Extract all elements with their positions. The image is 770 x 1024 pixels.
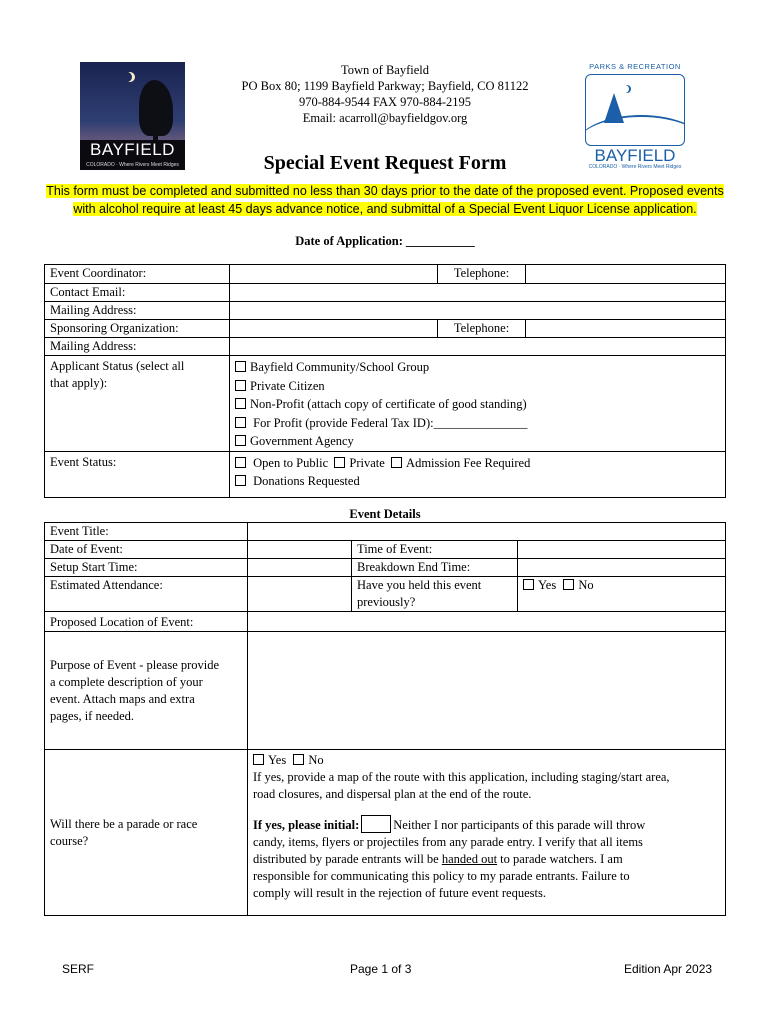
- time-of-event-field[interactable]: [518, 541, 726, 559]
- proposed-location-label: Proposed Location of Event:: [45, 612, 248, 632]
- applicant-table: [44, 264, 726, 498]
- logo-tagline: COLORADO · Where Rivers Meet Ridges: [86, 162, 179, 168]
- event-coordinator-field[interactable]: [230, 265, 438, 284]
- notice: [40, 182, 730, 218]
- event-title-label: Event Title:: [45, 523, 248, 541]
- bayfield-town-logo: [80, 62, 185, 170]
- event-details-table: [44, 522, 726, 916]
- telephone-label-2: Telephone:: [438, 320, 526, 338]
- mailing-address-field[interactable]: [230, 302, 726, 320]
- estimated-attendance-label: Estimated Attendance:: [45, 577, 248, 612]
- telephone-label: Telephone:: [438, 265, 526, 284]
- checkbox[interactable]: [235, 361, 246, 372]
- setup-start-label: Setup Start Time:: [45, 559, 248, 577]
- org-address: PO Box 80; 1199 Bayfield Parkway; Bayfield, CO 81122: [241, 79, 529, 93]
- private-checkbox[interactable]: [334, 457, 345, 468]
- footer-edition: Edition Apr 2023: [624, 962, 713, 976]
- status-option[interactable]: Non-Profit (attach copy of certificate of good standing): [235, 395, 720, 414]
- checkbox[interactable]: [235, 417, 246, 428]
- held-before-options: Yes No: [518, 577, 726, 612]
- initial-label: If yes, please initial: [253, 818, 356, 832]
- event-coordinator-label: Event Coordinator:: [45, 265, 230, 284]
- held-yes-checkbox[interactable]: [523, 579, 534, 590]
- org-phone: 970-884-9544 FAX 970-884-2195: [299, 95, 471, 109]
- parade-no-checkbox[interactable]: [293, 754, 304, 765]
- event-details-title: Event Details: [349, 507, 421, 521]
- tree-icon: [139, 80, 173, 136]
- mailing-address-field-2[interactable]: [230, 338, 726, 356]
- org-email: Email: acarroll@bayfieldgov.org: [302, 111, 468, 125]
- sponsoring-org-label: Sponsoring Organization:: [45, 320, 230, 338]
- logo-tagline: COLORADO · Where Rivers Meet Ridges: [588, 164, 682, 170]
- logo-brand: BAYFIELD: [594, 146, 676, 165]
- admission-fee-checkbox[interactable]: [391, 457, 402, 468]
- proposed-location-field[interactable]: [248, 612, 726, 632]
- applicant-status-options: [230, 356, 726, 452]
- logo-brand: BAYFIELD: [90, 140, 175, 159]
- footer-left: SERF: [62, 962, 95, 976]
- event-title-field[interactable]: [248, 523, 726, 541]
- status-option[interactable]: Government Agency: [235, 432, 720, 451]
- sponsoring-org-field[interactable]: [230, 320, 438, 338]
- mailing-address-label-2: Mailing Address:: [45, 338, 230, 356]
- open-to-public-checkbox[interactable]: [235, 457, 246, 468]
- date-of-event-field[interactable]: [248, 541, 352, 559]
- footer-page: Page 1 of 3: [350, 962, 412, 976]
- event-status-options: Open to Public Private Admission Fee Required Donations Requested: [230, 451, 726, 497]
- held-before-label: Have you held this event previously?: [352, 577, 518, 612]
- checkbox[interactable]: [235, 398, 246, 409]
- purpose-label: Purpose of Event - please provide a complete description of your event. Attach maps and extra pages, if needed.: [45, 632, 248, 750]
- form-title: Special Event Request Form: [263, 152, 507, 174]
- breakdown-end-field[interactable]: [518, 559, 726, 577]
- estimated-attendance-field[interactable]: [248, 577, 352, 612]
- parade-info-2: road closures, and dispersal plan at the end of the route.: [253, 787, 532, 801]
- initial-input[interactable]: [361, 815, 391, 833]
- date-of-application[interactable]: Date of Application: ___________: [295, 234, 475, 248]
- parks-rec-logo: [583, 62, 687, 172]
- parade-label: Will there be a parade or race course?: [45, 750, 248, 916]
- status-option[interactable]: Bayfield Community/School Group: [235, 358, 720, 377]
- checkbox[interactable]: [235, 435, 246, 446]
- moon-icon: [122, 72, 132, 82]
- purpose-field[interactable]: [248, 632, 726, 750]
- checkbox[interactable]: [235, 380, 246, 391]
- parade-info-1: If yes, provide a map of the route with this application, including staging/start area,: [253, 770, 670, 784]
- breakdown-end-label: Breakdown End Time:: [352, 559, 518, 577]
- telephone-field-2[interactable]: [526, 320, 726, 338]
- contact-email-label: Contact Email:: [45, 284, 230, 302]
- applicant-status-label: Applicant Status (select all that apply):: [45, 356, 230, 452]
- logo-top-text: PARKS & RECREATION: [589, 62, 681, 71]
- status-option[interactable]: Private Citizen: [235, 377, 720, 396]
- notice-line-1: This form must be completed and submitted no less than 30 days prior to the date of the proposed event. Proposed events: [46, 184, 724, 198]
- time-of-event-label: Time of Event:: [352, 541, 518, 559]
- setup-start-field[interactable]: [248, 559, 352, 577]
- moon-icon: [621, 85, 629, 93]
- held-no-checkbox[interactable]: [563, 579, 574, 590]
- telephone-field[interactable]: [526, 265, 726, 284]
- status-option[interactable]: For Profit (provide Federal Tax ID):_______________: [235, 414, 720, 433]
- parade-details: Yes No If yes, provide a map of the route with this application, including staging/start area, road closures, and dispersal plan at the end of the route. If yes, please initial: Neither I nor participants of this parade will throw candy, items, flyers or projectiles from any parade entry. I verify that all items distributed by parade entrants will be handed out to parade watchers. I am responsible for communicating this policy to my parade entrants. Failure to comply will result in the rejection of future event requests.: [248, 750, 726, 916]
- donations-checkbox[interactable]: [235, 475, 246, 486]
- parade-yes-checkbox[interactable]: [253, 754, 264, 765]
- date-of-event-label: Date of Event:: [45, 541, 248, 559]
- notice-line-2: with alcohol require at least 45 days advance notice, and submittal of a Special Event Liquor License application.: [73, 202, 697, 216]
- event-status-label: Event Status:: [45, 451, 230, 497]
- contact-email-field[interactable]: [230, 284, 726, 302]
- org-name: Town of Bayfield: [341, 63, 429, 77]
- mailing-address-label: Mailing Address:: [45, 302, 230, 320]
